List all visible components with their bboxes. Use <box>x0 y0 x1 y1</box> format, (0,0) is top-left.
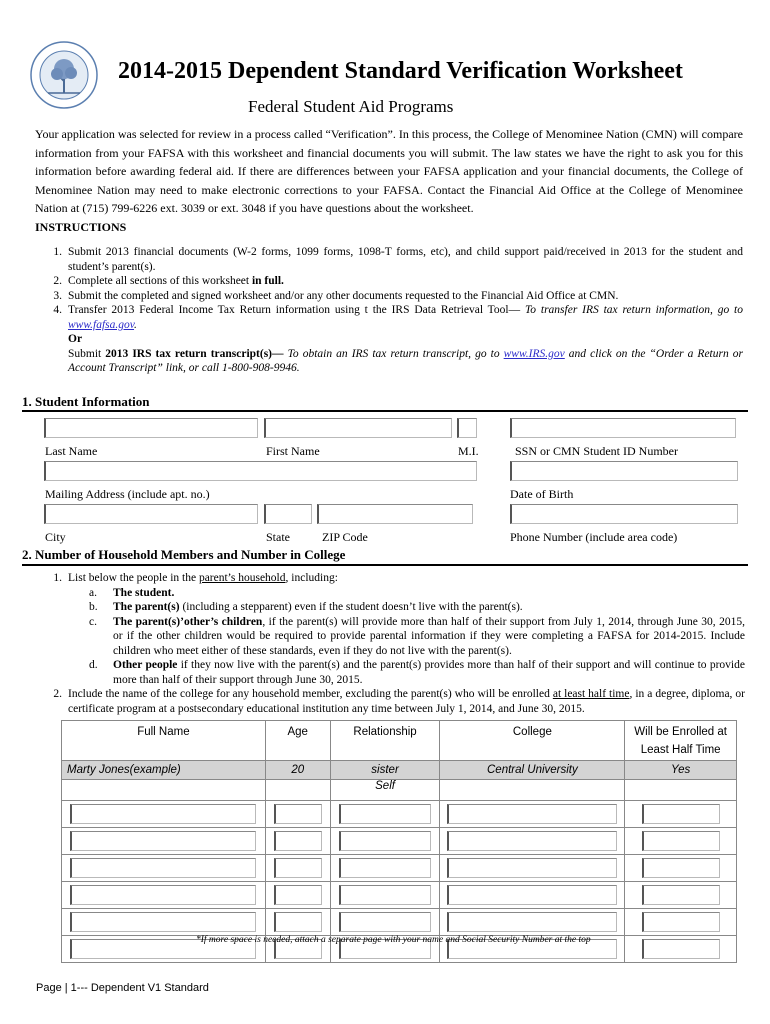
enrolled-input[interactable] <box>642 831 720 851</box>
space-note: *If more space is needed, attach a separate page with your name and Social Security Number at the top <box>196 935 591 945</box>
instruction-item: 1. Submit 2013 financial documents (W-2 forms, 1099 forms, 1098-T forms, etc), and child support paid/received in 2013 for the student and student’s parent(s). <box>53 246 743 273</box>
household-item-1: 1. List below the people in the parent’s household, including: <box>53 572 338 584</box>
instruction-item: 4. Transfer 2013 Federal Income Tax Return information using t the IRS Data Retrieval Tool— To transfer IRS tax return information, go to www.fafsa.gov. Or Submit 2013 IRS tax return transcript(s)— To obtain an IRS tax return transcript, go to www.IRS.gov and click on the “Order a Return or Account Transcript” link, or call 1-800-908-9946. <box>53 304 743 374</box>
household-subitems <box>35 586 745 688</box>
or-label: Or <box>68 333 83 345</box>
instructions-heading: INSTRUCTIONS <box>35 220 127 234</box>
last-name-label: Last Name <box>45 444 98 458</box>
header-relationship: Relationship <box>330 721 440 761</box>
enrolled-input[interactable] <box>642 804 720 824</box>
intro-paragraph: Your application was selected for review in a process called “Verification”. In this process, the College of Menominee Nation (CMN) will compare information from your FAFSA with this worksheet and financial documents you will submit. The law states we have the right to ask you for this information before awarding federal aid. If there are differences between your FAFSA application and your financial documents, the College of Menominee Nation may need to make electronic corrections to your FAFSA. Contact the Financial Aid Office at the College of Menominee Nation at (715) 799-6226 ext. 3039 or ext. 3048 if you have questions about the worksheet. <box>35 127 743 215</box>
zip-code-input[interactable] <box>317 504 473 524</box>
college-input[interactable] <box>447 885 617 905</box>
middle-initial-input[interactable] <box>457 418 477 438</box>
date-of-birth-input[interactable] <box>510 461 738 481</box>
self-age-cell <box>265 780 330 801</box>
first-name-label: First Name <box>266 444 320 458</box>
first-name-input[interactable] <box>264 418 452 438</box>
full-name-input[interactable] <box>70 912 256 932</box>
college-input[interactable] <box>447 858 617 878</box>
page-footer: Page | 1--- Dependent V1 Standard <box>36 982 209 994</box>
irs-link[interactable]: www.IRS.gov <box>503 347 565 360</box>
last-name-input[interactable] <box>44 418 258 438</box>
college-input[interactable] <box>447 804 617 824</box>
instructions-list <box>35 245 745 376</box>
relationship-input[interactable] <box>339 831 431 851</box>
self-full-name-cell <box>62 780 266 801</box>
state-input[interactable] <box>264 504 312 524</box>
table-header-row <box>62 721 737 761</box>
household-table <box>61 720 737 963</box>
household-subitem: b. The parent(s) (including a stepparent) even if the student doesn’t live with the parent(s). <box>89 601 523 613</box>
self-row <box>62 780 737 801</box>
date-of-birth-label: Date of Birth <box>510 487 574 501</box>
department-of-education-seal <box>30 41 98 109</box>
relationship-input[interactable] <box>339 804 431 824</box>
full-name-input[interactable] <box>70 831 256 851</box>
section-2-heading: 2. Number of Household Members and Number in College <box>22 547 346 562</box>
example-relationship: sister <box>330 761 440 780</box>
phone-number-input[interactable] <box>510 504 738 524</box>
section-1-heading: 1. Student Information <box>22 394 150 409</box>
full-name-input[interactable] <box>70 804 256 824</box>
household-subitem: c. The parent(s)’other’s children, if the parent(s) will provide more than half of their support from July 1, 2014, through June 30, 2015, or if the other children would be required to provide parental information if they were completing a FAFSA for 2014-2015. Include children who meet either of these standards, even if they do not live with the parent(s). <box>89 615 745 657</box>
example-row <box>62 761 737 780</box>
header-enrolled-half-time: Will be Enrolled at Least Half Time <box>625 721 737 761</box>
full-name-input[interactable] <box>70 858 256 878</box>
age-input[interactable] <box>274 912 322 932</box>
fafsa-link[interactable]: www.fafsa.gov <box>68 318 135 331</box>
instruction-item: 3. Submit the completed and signed worksheet and/or any other documents requested to the Financial Aid Office at CMN. <box>53 289 619 302</box>
household-instructions <box>35 571 745 716</box>
age-input[interactable] <box>274 831 322 851</box>
table-row <box>62 909 737 936</box>
header-age: Age <box>265 721 330 761</box>
ssn-input[interactable] <box>510 418 736 438</box>
relationship-input[interactable] <box>339 912 431 932</box>
example-full-name: Marty Jones(example) <box>62 761 266 780</box>
phone-number-label: Phone Number (include area code) <box>510 530 678 544</box>
enrolled-input[interactable] <box>642 939 720 959</box>
household-subitem: a. The student. <box>89 586 175 599</box>
city-input[interactable] <box>44 504 258 524</box>
page-title: 2014-2015 Dependent Standard Verification Worksheet <box>118 58 683 84</box>
college-input[interactable] <box>447 831 617 851</box>
self-relationship-label: Self <box>330 780 440 801</box>
table-row <box>62 828 737 855</box>
header-college: College <box>440 721 625 761</box>
table-row <box>62 801 737 828</box>
age-input[interactable] <box>274 858 322 878</box>
full-name-input[interactable] <box>70 885 256 905</box>
state-label: State <box>266 530 290 544</box>
city-label: City <box>45 530 66 544</box>
table-row <box>62 855 737 882</box>
relationship-input[interactable] <box>339 858 431 878</box>
example-age: 20 <box>265 761 330 780</box>
college-input[interactable] <box>447 912 617 932</box>
instruction-item: 2. Complete all sections of this worksheet in full. <box>53 275 284 287</box>
age-input[interactable] <box>274 804 322 824</box>
enrolled-input[interactable] <box>642 912 720 932</box>
mi-label: M.I. <box>458 444 479 458</box>
header-full-name: Full Name <box>62 721 266 761</box>
age-input[interactable] <box>274 885 322 905</box>
zip-code-label: ZIP Code <box>322 530 368 544</box>
section-2-rule <box>22 564 748 566</box>
example-enrolled: Yes <box>625 761 737 780</box>
self-enrolled-cell <box>625 780 737 801</box>
example-college: Central University <box>440 761 625 780</box>
self-college-cell <box>440 780 625 801</box>
enrolled-input[interactable] <box>642 858 720 878</box>
mailing-address-input[interactable] <box>44 461 477 481</box>
relationship-input[interactable] <box>339 885 431 905</box>
table-row <box>62 882 737 909</box>
mailing-address-label: Mailing Address (include apt. no.) <box>45 487 210 501</box>
enrolled-input[interactable] <box>642 885 720 905</box>
section-1-rule <box>22 410 748 412</box>
ssn-label: SSN or CMN Student ID Number <box>515 444 679 458</box>
household-item-2: 2. Include the name of the college for any household member, excluding the parent(s) who will be enrolled at least half time, in a degree, diploma, or certificate program at a postsecondary educational institution any time between July 1, 2014, and June 30, 2015. <box>53 688 745 715</box>
household-subitem: d. Other people if they now live with the parent(s) and the parent(s) provides more than half of their support and will continue to provide more than half of their support through June 30, 2015. <box>89 659 745 686</box>
page-subtitle: Federal Student Aid Programs <box>248 97 454 116</box>
